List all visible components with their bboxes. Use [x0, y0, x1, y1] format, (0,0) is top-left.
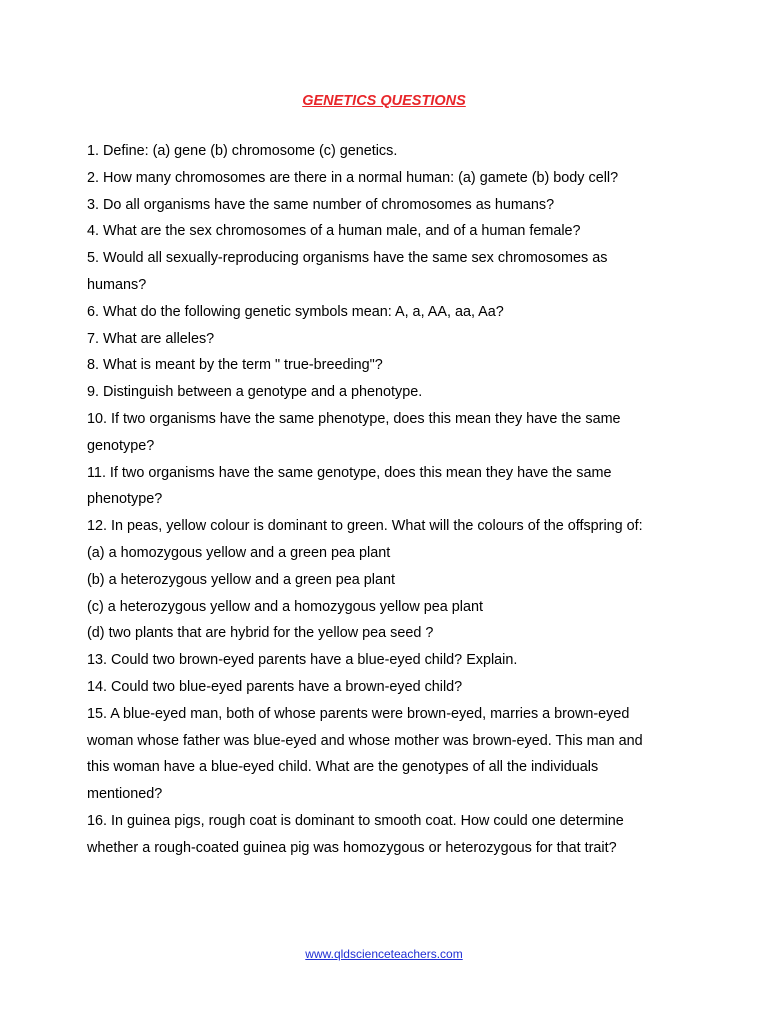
question-line: woman whose father was blue-eyed and whose mother was brown-eyed. This man and	[87, 732, 643, 749]
question-line: genotype?	[87, 437, 155, 454]
question-line: 1. Define: (a) gene (b) chromosome (c) genetics.	[87, 143, 398, 159]
question-line: (b) a heterozygous yellow and a green pea plant	[87, 571, 396, 588]
question-line: 4. What are the sex chromosomes of a human male, and of a human female?	[87, 223, 581, 240]
question-line: 15. A blue-eyed man, both of whose parents were brown-eyed, marries a brown-eyed	[87, 705, 630, 722]
page-title: GENETICS QUESTIONS	[302, 93, 466, 109]
question-line: 14. Could two blue-eyed parents have a brown-eyed child?	[87, 678, 463, 695]
question-line: 2. How many chromosomes are there in a normal human: (a) gamete (b) body cell?	[87, 169, 619, 186]
question-line: (d) two plants that are hybrid for the yellow pea seed ?	[87, 625, 434, 642]
question-line: phenotype?	[87, 491, 163, 508]
question-list	[87, 138, 687, 862]
question-line: 7. What are alleles?	[87, 330, 215, 347]
question-line: 10. If two organisms have the same phenotype, does this mean they have the same	[87, 410, 621, 427]
question-line: mentioned?	[87, 786, 163, 803]
question-line: 13. Could two brown-eyed parents have a blue-eyed child? Explain.	[87, 652, 518, 669]
question-line: (a) a homozygous yellow and a green pea plant	[87, 544, 391, 561]
question-line: whether a rough-coated guinea pig was homozygous or heterozygous for that trait?	[87, 839, 617, 856]
question-line: 11. If two organisms have the same genotype, does this mean they have the same	[87, 464, 612, 481]
question-line: 6. What do the following genetic symbols mean: A, a, AA, aa, Aa?	[87, 303, 504, 320]
footer-website-link[interactable]: www.qldscienceteachers.com	[305, 947, 463, 961]
question-line: 12. In peas, yellow colour is dominant to green. What will the colours of the offspring of:	[87, 518, 643, 535]
question-line: 8. What is meant by the term " true-breeding"?	[87, 357, 383, 374]
question-line: 9. Distinguish between a genotype and a phenotype.	[87, 384, 423, 401]
question-line: this woman have a blue-eyed child. What are the genotypes of all the individuals	[87, 759, 599, 776]
question-line: humans?	[87, 276, 147, 293]
question-line: 5. Would all sexually-reproducing organisms have the same sex chromosomes as	[87, 250, 608, 267]
question-line: 16. In guinea pigs, rough coat is dominant to smooth coat. How could one determine	[87, 812, 624, 829]
question-line: 3. Do all organisms have the same number of chromosomes as humans?	[87, 196, 555, 213]
question-line: (c) a heterozygous yellow and a homozygous yellow pea plant	[87, 598, 483, 615]
